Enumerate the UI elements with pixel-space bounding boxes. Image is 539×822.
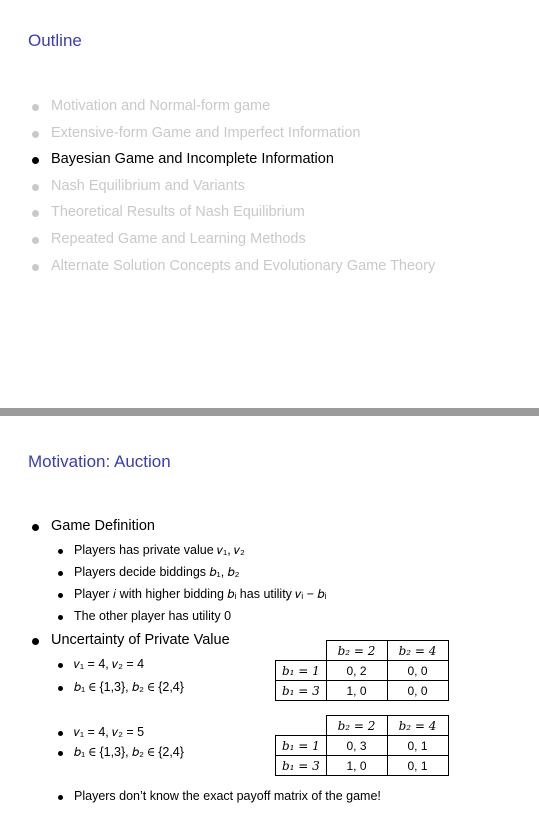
bullet-icon <box>58 795 63 800</box>
bullet-icon <box>58 571 63 576</box>
row-header: 𝑏₁ = 3 <box>276 756 327 776</box>
bullet-icon <box>32 210 39 217</box>
bullet-icon <box>32 157 39 164</box>
payoff-cell: 1, 0 <box>326 756 387 776</box>
payoff-cell: 0, 1 <box>387 756 448 776</box>
bullet-icon <box>32 184 39 191</box>
col-header: 𝑏₂ = 4 <box>387 716 448 736</box>
row-header: 𝑏₁ = 1 <box>276 736 327 756</box>
bullet-icon <box>58 663 63 668</box>
row-header: 𝑏₁ = 1 <box>276 661 327 681</box>
row-header: 𝑏₁ = 3 <box>276 681 327 701</box>
col-header: 𝑏₂ = 2 <box>326 716 387 736</box>
payoff-cell: 1, 0 <box>326 681 387 701</box>
bullet-icon <box>58 751 63 756</box>
payoff-matrix-2 <box>275 715 449 776</box>
payoff-cell: 0, 3 <box>326 736 387 756</box>
bullet-icon <box>32 524 39 531</box>
payoff-matrix-1 <box>275 640 449 701</box>
bullet-icon <box>58 549 63 554</box>
bullet-icon <box>58 615 63 620</box>
bullet-icon <box>32 104 39 111</box>
payoff-cell: 0, 2 <box>326 661 387 681</box>
slide-title: Outline <box>28 31 82 50</box>
bullet-icon <box>32 264 39 271</box>
slide-title: Motivation: Auction <box>28 452 171 471</box>
auction-slide: Motivation: Auction Game Definition Players has private value 𝑣₁, 𝑣₂ Players decide biddings 𝑏₁, 𝑏₂ Player 𝑖 with higher bidding 𝑏ᵢ has utility 𝑣ᵢ − 𝑏ᵢ The other player has utility 0 Uncertainty of Private Value 𝑣₁ = 4, 𝑣₂ = 4 𝑏₁ ∈ {1,3}, 𝑏₂ ∈ {2,4} 𝑏₂ = 2 𝑏₂ = 4 𝑏₁ = 1 0, 2 0, 0 𝑏₁ = 3 1, 0 0, 0 𝑣₁ = 4, 𝑣₂ = 5 𝑏₁ ∈ {1,3}, 𝑏₂ ∈ {2,4} 𝑏₂ = 2 𝑏₂ = 4 𝑏₁ = 1 0, 3 0, 1 𝑏₁ = 3 1, 0 0, 1 Players don’t know the exact payoff matrix of the game! <box>0 416 539 822</box>
payoff-cell: 0, 0 <box>387 681 448 701</box>
outline-slide: Outline Motivation and Normal-form game Extensive-form Game and Imperfect Information Bayesian Game and Incomplete Information Nash Equilibrium and Variants Theoretical Results of Nash Equilibrium Repeated Game and Learning Methods Alternate Solution Concepts and Evolutionary Game Theory <box>0 0 539 408</box>
bullet-icon <box>32 237 39 244</box>
bullet-icon <box>32 131 39 138</box>
col-header: 𝑏₂ = 2 <box>326 641 387 661</box>
bullet-icon <box>58 593 63 598</box>
payoff-cell: 0, 0 <box>387 661 448 681</box>
col-header: 𝑏₂ = 4 <box>387 641 448 661</box>
bullet-icon <box>32 638 39 645</box>
payoff-cell: 0, 1 <box>387 736 448 756</box>
slide-divider <box>0 408 539 416</box>
bullet-icon <box>58 686 63 691</box>
bullet-icon <box>58 731 63 736</box>
